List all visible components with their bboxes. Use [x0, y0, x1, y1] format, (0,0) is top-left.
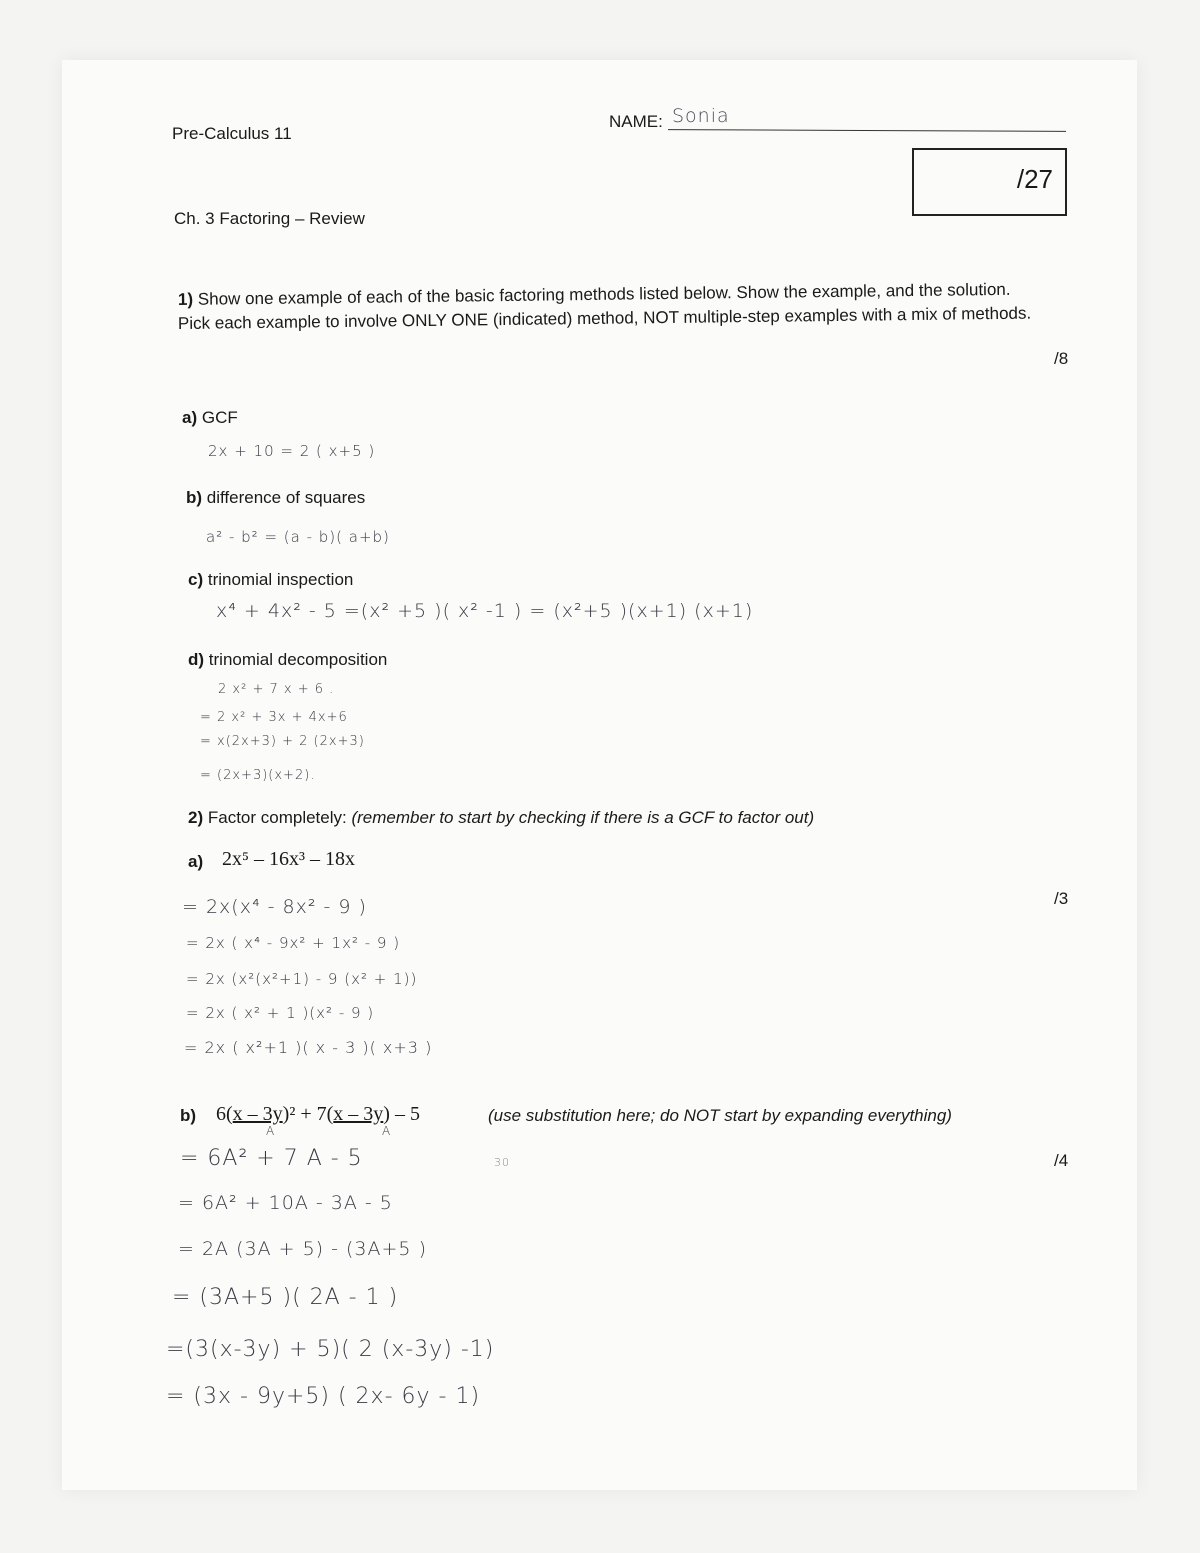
q1b-work: a² - b² = (a - b)( a+b) [206, 528, 390, 546]
q1c-label: c) trinomial inspection [188, 570, 354, 589]
name-label: NAME: [609, 112, 663, 131]
q1c-work: x⁴ + 4x² - 5 =(x² +5 )( x² -1 ) = (x²+5 )(x+1) (x+1) [216, 600, 754, 622]
q2a-work-line1: = 2x(x⁴ - 8x² - 9 ) [182, 896, 367, 918]
q2a-work-line2: = 2x ( x⁴ - 9x² + 1x² - 9 ) [186, 934, 401, 952]
total-score: /27 [1016, 164, 1053, 194]
q2b-note: (use substitution here; do NOT start by expanding everything) [488, 1106, 952, 1125]
q2a-work-line5: = 2x ( x²+1 )( x - 3 )( x+3 ) [184, 1038, 433, 1057]
q1d-work-line3: = x(2x+3) + 2 (2x+3) [200, 734, 365, 749]
q2b-work-line3: = 2A (3A + 5) - (3A+5 ) [178, 1238, 427, 1260]
q1d-work-line2: = 2 x² + 3x + 4x+6 [200, 710, 348, 725]
total-score-box [912, 148, 1067, 216]
q2a-points: /3 [1054, 889, 1069, 908]
chapter-title: Ch. 3 Factoring – Review [174, 209, 365, 228]
q2a-letter: a) [188, 852, 204, 871]
q2b-points: /4 [1054, 1151, 1069, 1170]
q1a-label: a) GCF [182, 408, 238, 427]
q1b-label: b) difference of squares [186, 488, 366, 507]
q2b-work-line5: =(3(x-3y) + 5)( 2 (x-3y) -1) [166, 1337, 495, 1362]
q2b-letter: b) [180, 1106, 197, 1125]
q2a-work-line4: = 2x ( x² + 1 )(x² - 9 ) [186, 1004, 375, 1022]
course-title: Pre-Calculus 11 [172, 124, 292, 143]
q2b-substitution-mark-1: A [266, 1124, 276, 1138]
q2a-expression: 2x⁵ – 16x³ – 18x [222, 848, 355, 870]
q2a-work-line3: = 2x (x²(x²+1) - 9 (x² + 1)) [186, 970, 418, 988]
student-name: Sonia [672, 105, 730, 127]
q2b-work-line4: = (3A+5 )( 2A - 1 ) [172, 1285, 399, 1310]
q1a-work: 2x + 10 = 2 ( x+5 ) [208, 442, 376, 460]
q1-instructions-line1: 1) Show one example of each of the basic factoring methods listed below. Show the example, and the solution. [177, 279, 1011, 309]
q1d-work-line1: 2 x² + 7 x + 6 . [218, 682, 335, 697]
q2b-work-line1: = 6A² + 7 A - 5 [180, 1146, 363, 1171]
q2b-work-line2: = 6A² + 10A - 3A - 5 [178, 1192, 393, 1214]
q1d-work-line4: = (2x+3)(x+2). [200, 768, 316, 783]
q2-heading: 2) Factor completely: (remember to start by checking if there is a GCF to factor out) [188, 808, 815, 827]
q1-points: /8 [1054, 349, 1069, 368]
q2b-expression: 6(x – 3y)² + 7(x – 3y) – 5 [216, 1103, 420, 1125]
q2b-margin-note: 30 [494, 1156, 510, 1169]
q1-instructions-line2: Pick each example to involve ONLY ONE (indicated) method, NOT multiple-step examples with a mix of methods. [177, 303, 1032, 333]
q2b-work-line6: = (3x - 9y+5) ( 2x- 6y - 1) [166, 1384, 481, 1409]
q2b-substitution-mark-2: A [382, 1124, 392, 1138]
q1d-label: d) trinomial decomposition [188, 650, 388, 669]
